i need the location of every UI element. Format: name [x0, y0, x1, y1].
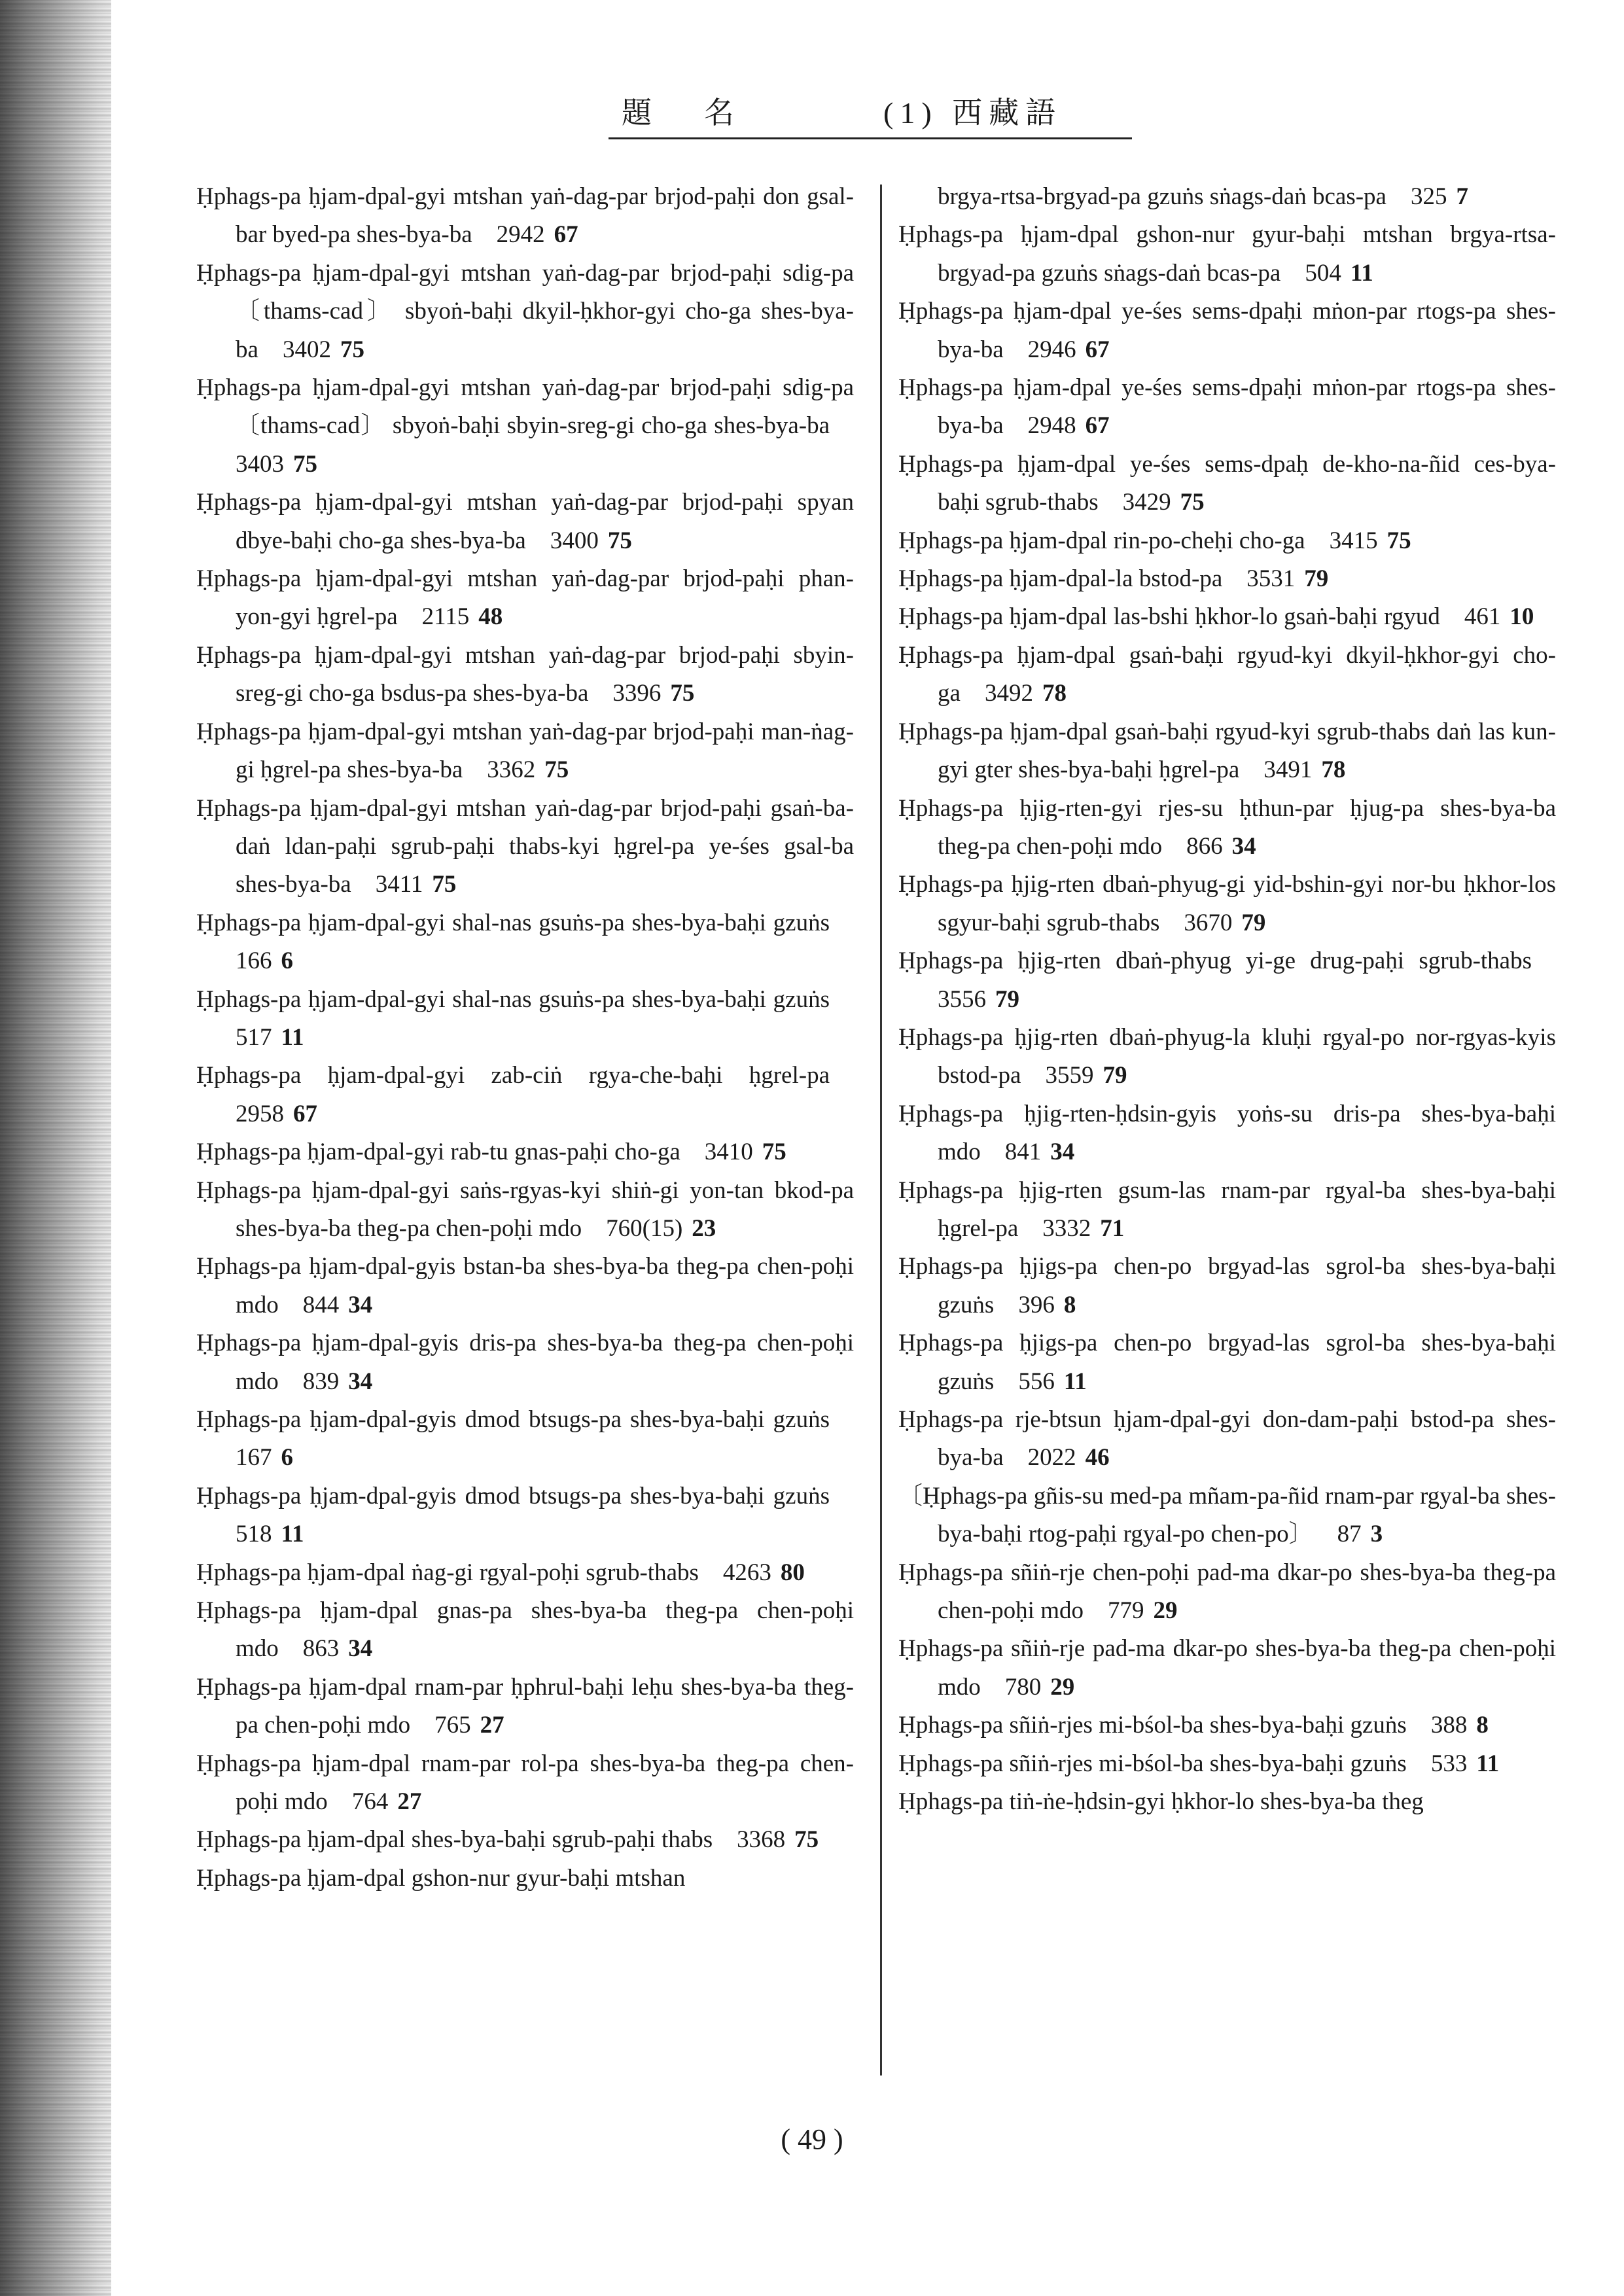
index-entry — [898, 637, 1556, 713]
entry-volume-number: 75 — [762, 1139, 786, 1166]
entry-title: Ḥphags-pa ḥjig-rten-gyi rjes-su ḥthun-par ḥjug-pa shes-bya-ba theg-pa chen-poḥi mdo — [898, 794, 1556, 860]
entry-catalog-number: 844 — [302, 1291, 340, 1318]
index-entry — [196, 1592, 854, 1669]
entry-title: Ḥphags-pa ḥjam-dpal-la bstod-pa — [898, 565, 1223, 593]
entry-volume-number: 34 — [348, 1368, 373, 1395]
entry-title: Ḥphags-pa ḥjam-dpal-gyi rab-tu gnas-paḥi cho-ga — [196, 1139, 680, 1166]
index-entry — [196, 369, 854, 484]
index-entry — [196, 1477, 854, 1554]
entry-title: Ḥphags-pa ḥjig-rten dbaṅ-phyug yi-ge drug-paḥi sgrub-thabs — [898, 947, 1532, 975]
entry-catalog-number: 3415 — [1329, 527, 1378, 554]
entry-catalog-number: 780 — [1004, 1673, 1042, 1701]
entry-title: Ḥphags-pa ḥjigs-pa chen-po brgyad-las sgrol-ba shes-bya-baḥi gzuṅs — [898, 1330, 1556, 1395]
index-entry — [196, 255, 854, 369]
entry-catalog-number: 839 — [302, 1368, 340, 1395]
entry-title: Ḥphags-pa ḥjam-dpal ṅag-gi rgyal-poḥi sgrub-thabs — [196, 1559, 699, 1586]
entry-catalog-number: 396 — [1018, 1291, 1055, 1318]
entry-title: Ḥphags-pa ḥjam-dpal-gyis bstan-ba shes-bya-ba theg-pa chen-poḥi mdo — [196, 1253, 854, 1318]
entry-volume-number: 7 — [1456, 183, 1468, 210]
entry-title: brgya-rtsa-brgyad-pa gzuṅs sṅags-daṅ bcas-pa — [938, 183, 1386, 210]
index-entry — [196, 1401, 854, 1477]
entry-title: Ḥphags-pa ḥjam-dpal ye-śes sems-dpaḥ de-kho-na-ñid ces-bya-baḥi sgrub-thabs — [898, 450, 1556, 516]
entry-title: Ḥphags-pa ḥjam-dpal-gyi mtshan yaṅ-dag-par brjod-paḥi gsaṅ-ba-daṅ ldan-paḥi sgrub-paḥi thabs-kyi ḥgrel-pa ye-śes gsal-ba shes-bya-ba — [196, 794, 854, 898]
entry-volume-number: 67 — [293, 1100, 317, 1127]
entry-catalog-number: 504 — [1305, 259, 1341, 287]
entry-catalog-number: 87 — [1337, 1521, 1362, 1548]
entry-volume-number: 11 — [1476, 1750, 1500, 1777]
entry-volume-number: 11 — [1063, 1368, 1087, 1395]
index-entry — [898, 178, 1556, 216]
index-entry — [196, 790, 854, 904]
index-entry — [898, 446, 1556, 522]
entry-catalog-number: 166 — [236, 947, 272, 975]
entry-title: Ḥphags-pa sñiṅ-rje chen-poḥi pad-ma dkar-po shes-bya-ba theg-pa chen-poḥi mdo — [898, 1559, 1556, 1625]
entry-volume-number: 23 — [692, 1214, 716, 1242]
entry-catalog-number: 3402 — [282, 336, 331, 363]
index-entry — [898, 1630, 1556, 1706]
entry-volume-number: 29 — [1153, 1597, 1178, 1625]
entry-title: Ḥphags-pa ḥjam-dpal gshon-nur gyur-baḥi mtshan brgya-rtsa-brgyad-pa gzuṅs sṅags-daṅ bcas-pa — [898, 221, 1556, 287]
entry-title: Ḥphags-pa ḥjam-dpal gnas-pa shes-bya-ba theg-pa chen-poḥi mdo — [196, 1597, 854, 1663]
index-entry — [898, 866, 1556, 942]
index-entry — [196, 1554, 854, 1592]
index-entry — [898, 560, 1556, 598]
index-entry — [196, 1324, 854, 1401]
entry-catalog-number: 2115 — [421, 603, 470, 631]
entry-title: Ḥphags-pa ḥjam-dpal-gyis dmod btsugs-pa shes-bya-baḥi gzuṅs — [196, 1406, 830, 1433]
entry-catalog-number: 760(15) — [606, 1214, 683, 1242]
entry-catalog-number: 3559 — [1045, 1062, 1094, 1089]
entry-title: Ḥphags-pa ḥjam-dpal-gyi mtshan yaṅ-dag-par brjod-paḥi sdig-pa 〔thams-cad〕 sbyoṅ-baḥi dkyil-ḥkhor-gyi cho-ga shes-bya-ba — [196, 259, 854, 363]
entry-catalog-number: 3410 — [704, 1139, 753, 1166]
index-entry — [898, 1019, 1556, 1095]
entry-title: Ḥphags-pa ḥjig-rten gsum-las rnam-par rgyal-ba shes-bya-baḥi ḥgrel-pa — [898, 1176, 1556, 1242]
index-entry — [196, 1745, 854, 1822]
index-entry — [898, 1783, 1556, 1821]
entry-volume-number: 27 — [480, 1712, 504, 1739]
entry-title: Ḥphags-pa ḥjam-dpal-gyi shal-nas gsuṅs-pa shes-bya-baḥi gzuṅs — [196, 909, 830, 936]
entry-volume-number: 75 — [544, 756, 569, 784]
entry-volume-number: 71 — [1100, 1214, 1125, 1242]
index-entry — [898, 1477, 1556, 1554]
index-entry — [196, 560, 854, 637]
index-entry — [196, 904, 854, 981]
entry-catalog-number: 765 — [434, 1712, 471, 1739]
entry-title: Ḥphags-pa tiṅ-ṅe-ḥdsin-gyi ḥkhor-lo shes-bya-ba theg — [898, 1788, 1424, 1816]
entry-volume-number: 67 — [1085, 336, 1110, 363]
entry-volume-number: 75 — [1386, 527, 1411, 554]
entry-title: Ḥphags-pa sñiṅ-rjes mi-bśol-ba shes-bya-baḥi gzuṅs — [898, 1750, 1407, 1777]
entry-volume-number: 34 — [1231, 832, 1256, 860]
entry-volume-number: 67 — [554, 221, 578, 249]
entry-catalog-number: 3491 — [1263, 756, 1313, 784]
entry-volume-number: 75 — [340, 336, 364, 363]
entry-title: Ḥphags-pa ḥjig-rten dbaṅ-phyug-gi yid-bshin-gyi nor-bu ḥkhor-los sgyur-baḥi sgrub-thabs — [898, 871, 1556, 936]
entry-title: Ḥphags-pa ḥjam-dpal-gyi mtshan yaṅ-dag-par brjod-paḥi sdig-pa 〔thams-cad〕 sbyoṅ-baḥi sbyin-sreg-gi cho-ga shes-bya-ba — [196, 374, 854, 440]
entry-volume-number: 10 — [1509, 603, 1534, 631]
index-entry — [898, 790, 1556, 866]
entry-catalog-number: 3396 — [612, 680, 662, 707]
index-entry — [196, 1057, 854, 1133]
entry-volume-number: 3 — [1370, 1521, 1383, 1548]
entry-volume-number: 11 — [281, 1023, 304, 1051]
index-entry — [196, 178, 854, 255]
entry-volume-number: 11 — [281, 1521, 304, 1548]
entry-catalog-number: 556 — [1018, 1368, 1055, 1395]
entry-title: Ḥphags-pa ḥjam-dpal las-bshi ḥkhor-lo gsaṅ-baḥi rgyud — [898, 603, 1440, 631]
entry-title: Ḥphags-pa rje-btsun ḥjam-dpal-gyi don-dam-paḥi bstod-pa shes-bya-ba — [898, 1406, 1556, 1472]
entry-title: Ḥphags-pa ḥjam-dpal-gyi mtshan yaṅ-dag-par brjod-paḥi man-ṅag-gi ḥgrel-pa shes-bya-ba — [196, 718, 854, 784]
index-entry — [898, 1172, 1556, 1248]
index-entry — [898, 369, 1556, 446]
index-entry — [898, 713, 1556, 790]
running-header — [609, 92, 1132, 139]
scan-edge-shadow — [0, 0, 111, 2296]
entry-catalog-number: 3362 — [487, 756, 536, 784]
entry-volume-number: 75 — [670, 680, 695, 707]
entry-title: Ḥphags-pa ḥjig-rten-ḥdsin-gyis yoṅs-su dris-pa shes-bya-baḥi mdo — [898, 1100, 1556, 1166]
entry-volume-number: 79 — [1241, 909, 1266, 936]
index-entry — [196, 1172, 854, 1248]
entry-title: Ḥphags-pa ḥjam-dpal ye-śes sems-dpaḥi mṅon-par rtogs-pa shes-bya-ba — [898, 374, 1556, 440]
entry-catalog-number: 388 — [1430, 1712, 1468, 1739]
index-entry — [898, 598, 1556, 636]
entry-volume-number: 79 — [1304, 565, 1329, 593]
entry-catalog-number: 3332 — [1042, 1214, 1091, 1242]
entry-catalog-number: 3492 — [984, 680, 1033, 707]
entry-catalog-number: 325 — [1410, 183, 1447, 210]
entry-catalog-number: 2946 — [1027, 336, 1076, 363]
entry-volume-number: 6 — [281, 947, 293, 975]
entry-volume-number: 46 — [1085, 1444, 1110, 1472]
index-entry — [898, 1095, 1556, 1172]
index-entry — [196, 1860, 854, 1898]
header-title: 題名 — [622, 96, 786, 130]
left-column — [196, 178, 854, 1898]
entry-volume-number: 11 — [1350, 259, 1373, 287]
entry-title: 〔Ḥphags-pa gñis-su med-pa mñam-pa-ñid rnam-par rgyal-ba shes-bya-baḥi rtog-paḥi rgyal-po chen-po〕 — [898, 1482, 1556, 1548]
entry-title: Ḥphags-pa ḥjam-dpal gsaṅ-baḥi rgyud-kyi dkyil-ḥkhor-gyi cho-ga — [898, 641, 1556, 707]
entry-volume-number: 29 — [1050, 1673, 1075, 1701]
entry-title: Ḥphags-pa ḥjam-dpal-gyi shal-nas gsuṅs-pa shes-bya-baḥi gzuṅs — [196, 985, 830, 1013]
entry-catalog-number: 764 — [351, 1788, 389, 1816]
entry-catalog-number: 2942 — [496, 221, 545, 249]
entry-title: Ḥphags-pa ḥjam-dpal ye-śes sems-dpaḥi mṅon-par rtogs-pa shes-bya-ba — [898, 298, 1556, 363]
entry-catalog-number: 3400 — [550, 527, 599, 554]
entry-catalog-number: 866 — [1186, 832, 1223, 860]
entry-title: Ḥphags-pa ḥjam-dpal shes-bya-baḥi sgrub-paḥi thabs — [196, 1826, 713, 1854]
entry-catalog-number: 841 — [1004, 1139, 1042, 1166]
entry-catalog-number: 3403 — [236, 450, 284, 478]
entry-title: Ḥphags-pa ḥjam-dpal gshon-nur gyur-baḥi mtshan — [196, 1864, 686, 1892]
index-entry — [898, 1745, 1556, 1783]
entry-volume-number: 34 — [348, 1635, 373, 1663]
index-entry — [898, 1401, 1556, 1477]
entry-volume-number: 75 — [607, 527, 632, 554]
index-entry — [898, 216, 1556, 292]
entry-volume-number: 8 — [1063, 1291, 1076, 1318]
index-entry — [196, 637, 854, 713]
index-entry — [196, 981, 854, 1057]
entry-title: Ḥphags-pa ḥjam-dpal-gyis dmod btsugs-pa shes-bya-baḥi gzuṅs — [196, 1482, 830, 1510]
entry-catalog-number: 3429 — [1122, 489, 1171, 516]
entry-volume-number: 75 — [432, 871, 457, 898]
entry-catalog-number: 167 — [236, 1444, 272, 1472]
entry-volume-number: 78 — [1042, 680, 1067, 707]
page-number: ( 49 ) — [781, 2123, 843, 2155]
entry-title: Ḥphags-pa ḥjam-dpal rnam-par ḥphrul-baḥi leḥu shes-bya-ba theg-pa chen-poḥi mdo — [196, 1673, 854, 1739]
index-entry — [898, 1554, 1556, 1631]
entry-volume-number: 27 — [397, 1788, 422, 1816]
entry-volume-number: 34 — [1050, 1139, 1075, 1166]
entry-volume-number: 79 — [1103, 1062, 1127, 1089]
index-entry — [196, 1669, 854, 1745]
entry-catalog-number: 2022 — [1027, 1444, 1076, 1472]
entry-title: Ḥphags-pa ḥjam-dpal rnam-par rol-pa shes-bya-ba theg-pa chen-poḥi mdo — [196, 1750, 854, 1816]
entry-volume-number: 80 — [780, 1559, 805, 1586]
entry-catalog-number: 4263 — [722, 1559, 771, 1586]
index-entry — [898, 942, 1556, 1019]
entry-catalog-number: 3368 — [737, 1826, 786, 1854]
index-entry — [196, 1821, 854, 1859]
entry-volume-number: 75 — [293, 450, 317, 478]
index-entry — [196, 484, 854, 560]
entry-catalog-number: 533 — [1430, 1750, 1468, 1777]
entry-title: Ḥphags-pa ḥjam-dpal rin-po-cheḥi cho-ga — [898, 527, 1305, 554]
entry-title: Ḥphags-pa ḥjam-dpal-gyi mtshan yaṅ-dag-par brjod-paḥi spyan dbye-baḥi cho-ga shes-bya-ba — [196, 489, 854, 554]
index-entry — [898, 522, 1556, 560]
entry-catalog-number: 863 — [302, 1635, 340, 1663]
index-entry — [196, 1248, 854, 1324]
right-column — [898, 178, 1556, 1821]
index-entry — [898, 1706, 1556, 1744]
index-entry — [898, 292, 1556, 369]
entry-volume-number: 6 — [281, 1444, 293, 1472]
entry-catalog-number: 2948 — [1027, 412, 1076, 440]
entry-catalog-number: 779 — [1107, 1597, 1144, 1625]
entry-title: Ḥphags-pa ḥjam-dpal-gyi mtshan yaṅ-dag-par brjod-paḥi sbyin-sreg-gi cho-ga bsdus-pa shes-bya-ba — [196, 641, 854, 707]
header-subtitle: (1) 西藏語 — [883, 96, 1063, 130]
entry-volume-number: 79 — [995, 985, 1019, 1013]
entry-catalog-number: 3670 — [1184, 909, 1233, 936]
entry-title: Ḥphags-pa ḥjig-rten dbaṅ-phyug-la kluḥi rgyal-po nor-rgyas-kyis bstod-pa — [898, 1023, 1556, 1089]
entry-volume-number: 78 — [1321, 756, 1346, 784]
entry-catalog-number: 3531 — [1246, 565, 1296, 593]
index-entry — [196, 1133, 854, 1171]
entry-title: Ḥphags-pa ḥjigs-pa chen-po brgyad-las sgrol-ba shes-bya-baḥi gzuṅs — [898, 1253, 1556, 1318]
entry-catalog-number: 461 — [1464, 603, 1501, 631]
entry-catalog-number: 3556 — [938, 985, 986, 1013]
entry-volume-number: 75 — [794, 1826, 819, 1854]
entry-title: Ḥphags-pa ḥjam-dpal-gyi zab-ciṅ rgya-che-baḥi ḥgrel-pa — [196, 1062, 830, 1089]
entry-title: Ḥphags-pa ḥjam-dpal-gyi saṅs-rgyas-kyi shiṅ-gi yon-tan bkod-pa shes-bya-ba theg-pa chen-poḥi mdo — [196, 1176, 854, 1242]
entry-title: Ḥphags-pa ḥjam-dpal-gyi mtshan yaṅ-dag-par brjod-paḥi don gsal-bar byed-pa shes-bya-ba — [196, 183, 854, 249]
entry-title: Ḥphags-pa ḥjam-dpal-gyi mtshan yaṅ-dag-par brjod-paḥi phan-yon-gyi ḥgrel-pa — [196, 565, 854, 631]
entry-catalog-number: 517 — [236, 1023, 272, 1051]
index-entry — [196, 713, 854, 790]
entry-catalog-number: 2958 — [236, 1100, 284, 1127]
entry-volume-number: 48 — [478, 603, 503, 631]
entry-volume-number: 34 — [348, 1291, 373, 1318]
entry-catalog-number: 3411 — [375, 871, 423, 898]
entry-title: Ḥphags-pa ḥjam-dpal gsaṅ-baḥi rgyud-kyi sgrub-thabs daṅ las kun-gyi gter shes-bya-baḥi ḥgrel-pa — [898, 718, 1556, 784]
column-divider — [880, 185, 882, 2075]
entry-title: Ḥphags-pa ḥjam-dpal-gyis dris-pa shes-bya-ba theg-pa chen-poḥi mdo — [196, 1330, 854, 1395]
entry-title: Ḥphags-pa sñiṅ-rjes mi-bśol-ba shes-bya-baḥi gzuṅs — [898, 1712, 1407, 1739]
entry-volume-number: 8 — [1476, 1712, 1489, 1739]
entry-catalog-number: 518 — [236, 1521, 272, 1548]
index-entry — [898, 1324, 1556, 1401]
entry-volume-number: 67 — [1085, 412, 1110, 440]
entry-title: Ḥphags-pa sñiṅ-rje pad-ma dkar-po shes-bya-ba theg-pa chen-poḥi mdo — [898, 1635, 1556, 1701]
index-entry — [898, 1248, 1556, 1324]
entry-volume-number: 75 — [1180, 489, 1205, 516]
